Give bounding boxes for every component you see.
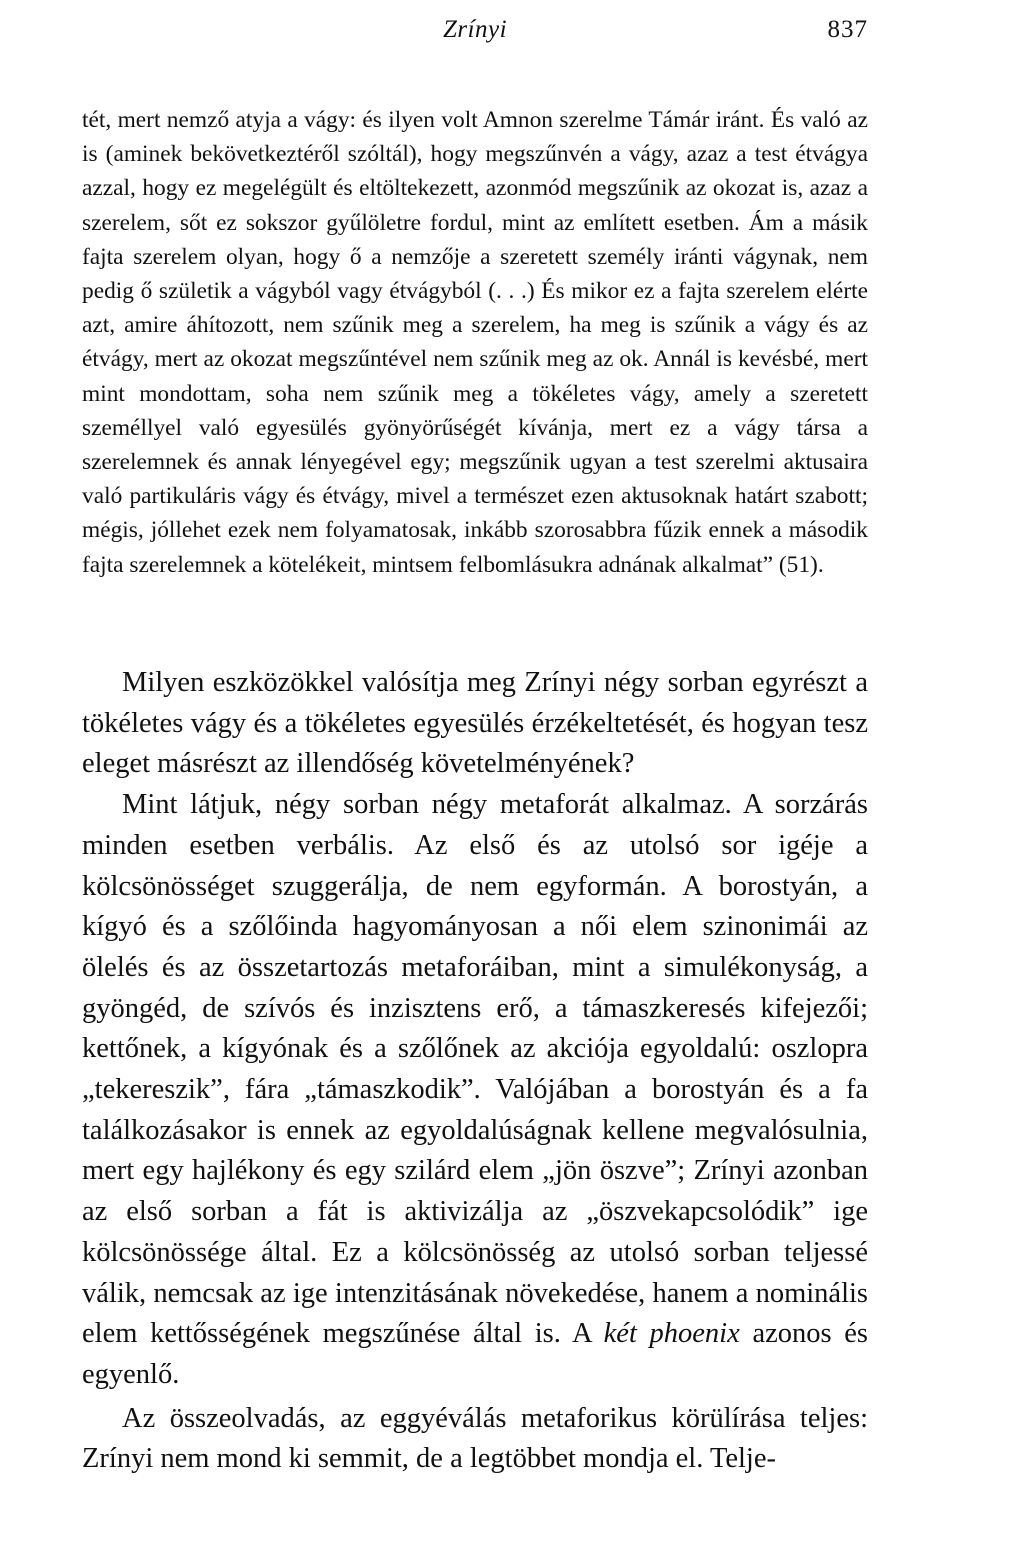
page-number: 837 <box>827 16 868 43</box>
paragraph-1: Milyen eszközökkel valósítja meg Zrínyi négy sorban egyrészt a tökéletes vágy és a tökéletes egyesülés érzékeltetését, és hogyan tesz eleget másrészt az illendőség követelményének? <box>82 667 868 780</box>
italic-phrase: két phoenix <box>603 1318 740 1350</box>
paragraph-3: Az összeolvadás, az eggyéválás metaforikus körülírása teljes: Zrínyi nem mond ki semmit, de a legtöbbet mondja el. Telje- <box>82 1402 868 1475</box>
quotation-block: tét, mert nemző atyja a vágy: és ilyen volt Amnon szerelme Támár iránt. És való az is (aminek bekövetkeztéről szóltál), hogy megszűnvén a vágy, azaz a test étvágya azzal, hogy ez megelégült és eltöltekezett, azonmód megszűnik az okozat is, azaz a szerelem, sőt ez sokszor gyűlöletre fordul, mint az említett esetben. Ám a másik fajta szerelem olyan, hogy ő a nemzője a szeretett személy iránti vágynak, nem pedig ő születik a vágyból vagy étvágyból (. . .) És mikor ez a fajta szerelem elérte azt, amire áhítozott, nem szűnik meg a szerelem, ha meg is szűnik a vágy és az étvágy, mert az okozat megszűntével nem szűnik meg az ok. Annál is kevésbé, mert mint mondottam, soha nem szűnik meg a tökéletes vágy, amely a szeretett személlyel való egyesülés gyönyörűségét kívánja, mert ez a vágy társa a szerelemnek és annak lényegével egy; megszűnik ugyan a test szerelmi aktusaira való partikuláris vágy és étvágy, mivel a természet ezen aktusoknak határt szabott; mégis, jóllehet ezek nem folyamatosak, inkább szorosabbra fűzik ennek a második fajta szerelemnek a kötelékeit, mintsem felbomlásukra adnának alkalmat” (51). <box>82 107 868 578</box>
page-header <box>82 16 868 56</box>
body-text <box>82 663 868 1480</box>
paragraph-2 <box>82 785 868 1396</box>
paragraph-2-ending: azonos és egyenlő. <box>82 1318 869 1390</box>
running-title: Zrínyi <box>442 16 508 43</box>
paragraph-2-text: Mint látjuk, négy sorban négy metaforát alkalmaz. A sorzárás minden esetben verbális. Az első és az utolsó sor igéje a kölcsönösséget szuggerálja, de nem egyformán. A borostyán, a kígyó és a szőlőinda hagyományosan a női elem szinonimái az ölelés és az összetartozás metaforáiban, mint a simulékonyság, a gyöngéd, de szívós és inzisztens erő, a támaszkeresés kifejezői; kettőnek, a kígyónak és a szőlőnek az akciója egyoldalú: oszlopra „tekereszik”, fára „támaszkodik”. Valójában a borostyán és a fa találkozásakor is ennek az egyoldalúságnak kellene megvalósulnia, mert egy hajlékony és egy szilárd elem „jön öszve”; Zrínyi azonban az első sorban a fát is aktivizálja az „öszvekapcsolódik” ige kölcsönössége által. Ez a kölcsönösség az utolsó sorban teljessé válik, nemcsak az ige intenzitásának növekedése, hanem a nominális elem kettősségének megszűnése által is. A <box>82 789 868 1350</box>
